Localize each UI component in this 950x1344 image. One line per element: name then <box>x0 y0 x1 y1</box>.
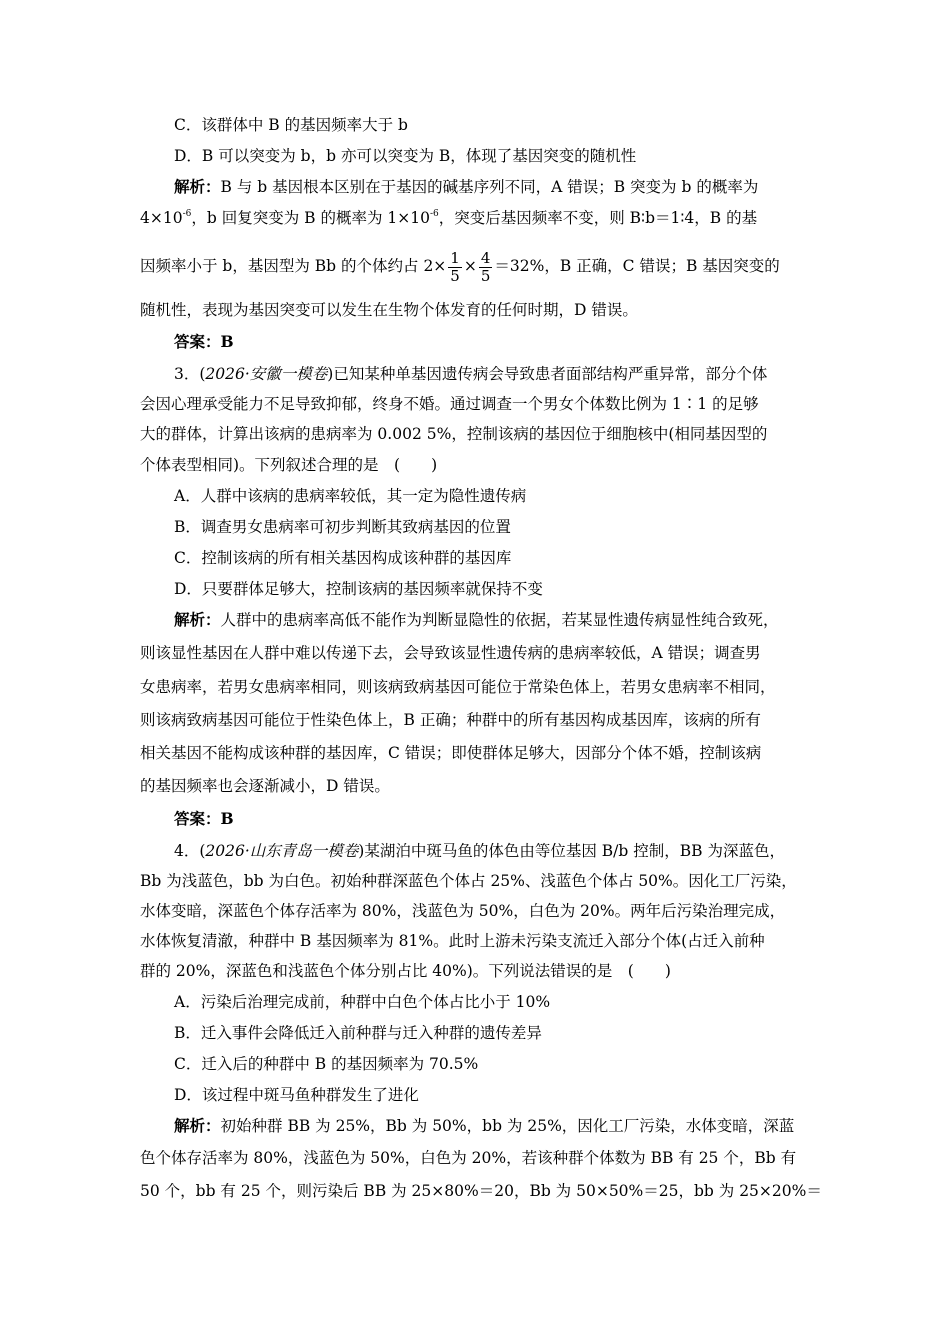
analysis-line: 色个体存活率为 80%，浅蓝色为 50%，白色为 20%，若该种群个体数为 BB 有 25 个，Bb 有 <box>140 1149 797 1167</box>
analysis-line <box>174 176 820 198</box>
question-stem-line: 水体恢复清澈，种群中 B 基因频率为 81%。此时上游未污染支流迁入部分个体(占迁入前种 <box>140 932 765 950</box>
analysis-line: $4\times 10^{-6}$，b 回复突变为 B 的概率为 $1\times 10^{-6}$，突变后基因频率不变，则 B∶b＝1∶4，B 的基 <box>140 209 758 227</box>
analysis-line: 解析：人群中的患病率高低不能作为判断显隐性的依据，若某显性遗传病显性纯合致死， <box>174 610 779 629</box>
fraction-four-fifths: $\frac{4}{5}$ <box>480 248 491 285</box>
option-c: C．控制该病的所有相关基因构成该种群的基因库 <box>174 549 512 567</box>
question-stem-line: 大的群体，计算出该病的患病率为 0.002 5%，控制该病的基因位于细胞核中(相同基因型的 <box>140 425 768 443</box>
option-d: D．只要群体足够大，控制该病的基因频率就保持不变 <box>174 580 543 598</box>
fraction-one-fifth: $\frac{1}{5}$ <box>450 248 460 285</box>
question-source: 2026·安徽一模卷 <box>205 365 328 383</box>
option-b: B．调查男女患病率可初步判断其致病基因的位置 <box>174 518 511 536</box>
analysis-line: 则该病致病基因可能位于性染色体上，B 正确；种群中的所有基因构成基因库，该病的所有 <box>140 711 761 729</box>
analysis-line: 随机性，表现为基因突变可以发生在生物个体发育的任何时期，D 错误。 <box>140 301 638 319</box>
analysis-line-with-fractions: 因频率小于 b，基因型为 Bb 的个体约占 2× $\frac{1}{5}$ × $\frac{4}{5}$ ＝32%，B 正确，C 错误；B 基因突变的 <box>140 248 780 285</box>
option-d: D．该过程中斑马鱼种群发生了进化 <box>174 1086 419 1104</box>
question-stem-line: 水体变暗，深蓝色个体存活率为 80%，浅蓝色为 50%，白色为 20%。两年后污染治理完成， <box>140 902 786 920</box>
answer: 答案：B <box>174 809 234 828</box>
analysis-line: 相关基因不能构成该种群的基因库，C 错误；即使群体足够大，因部分个体不婚，控制该病 <box>140 744 762 762</box>
option-b: B．迁入事件会降低迁入前种群与迁入种群的遗传差异 <box>174 1024 542 1042</box>
analysis-label: 解析： <box>174 610 221 629</box>
option-a: A．人群中该病的患病率较低，其一定为隐性遗传病 <box>174 487 527 505</box>
question-source: 2026·山东青岛一模卷 <box>205 842 359 860</box>
analysis-line: 解析：初始种群 BB 为 25%，Bb 为 50%，bb 为 25%，因化工厂污染，水体变暗，深蓝 <box>174 1116 795 1135</box>
analysis-text: B 与 b 基因根本区别在于基因的碱基序列不同，A 错误；B 突变为 b 的概率为 <box>220 178 759 196</box>
question-stem-line: Bb 为浅蓝色，bb 为白色。初始种群深蓝色个体占 25%、浅蓝色个体占 50%。因化工厂污染， <box>140 872 797 890</box>
question-stem: 4．(2026·山东青岛一模卷)某湖泊中斑马鱼的体色由等位基因 B/b 控制，BB 为深蓝色， <box>174 842 785 860</box>
question-stem-line: 群的 20%，深蓝色和浅蓝色个体分别占比 40%)。下列说法错误的是 ( ) <box>140 962 671 980</box>
option-a: A．污染后治理完成前，种群中白色个体占比小于 10% <box>174 993 551 1011</box>
question-stem-line: 会因心理承受能力不足导致抑郁，终身不婚。通过调查一个男女个体数比例为 1∶1 的足够 <box>140 395 759 413</box>
analysis-line: 的基因频率也会逐渐减小，D 错误。 <box>140 777 390 795</box>
option-c: C．该群体中 B 的基因频率大于 b <box>174 116 408 134</box>
analysis-line: 50 个，bb 有 25 个，则污染后 BB 为 25×80%＝20，Bb 为 50×50%＝25，bb 为 25×20%＝ <box>140 1182 822 1200</box>
analysis-line: 则该显性基因在人群中难以传递下去，会导致该显性遗传病的患病率较低，A 错误；调查男 <box>140 644 761 662</box>
answer: 答案：B <box>174 332 234 351</box>
question-stem-line: 个体表型相同)。下列叙述合理的是 ( ) <box>140 456 438 474</box>
analysis-line: 女患病率，若男女患病率相同，则该病致病基因可能位于常染色体上，若男女患病率不相同， <box>140 678 776 696</box>
analysis-label: 解析： <box>174 177 221 196</box>
option-c: C．迁入后的种群中 B 的基因频率为 70.5% <box>174 1055 479 1073</box>
option-d: D．B 可以突变为 b，b 亦可以突变为 B，体现了基因突变的随机性 <box>174 147 637 165</box>
analysis-label: 解析： <box>174 1116 221 1135</box>
question-stem: 3．(2026·安徽一模卷)已知某种单基因遗传病会导致患者面部结构严重异常，部分个体 <box>174 365 768 383</box>
